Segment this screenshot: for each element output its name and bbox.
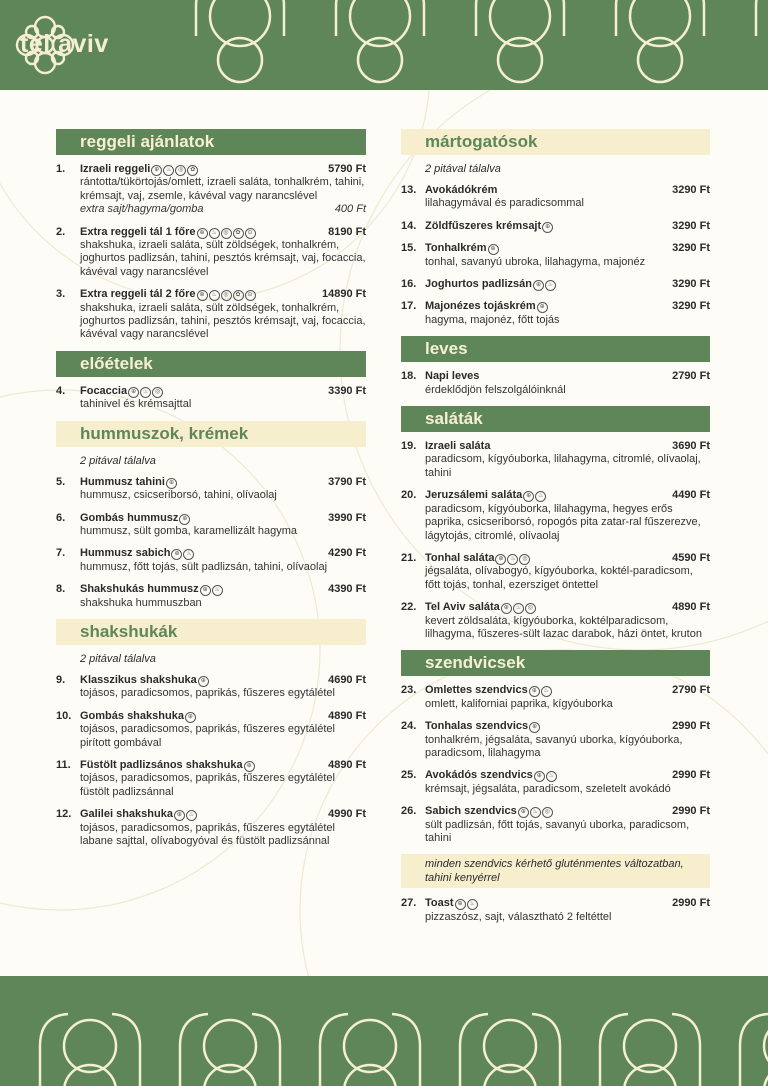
gluten-free-note: minden szendvics kérhető gluténmentes változatban, tahini kenyérrel [401, 854, 710, 888]
item-header [425, 489, 710, 502]
item-body [425, 552, 710, 592]
item-body [425, 278, 710, 291]
item-number: 27. [401, 897, 417, 910]
dietary-icon: ⊕ [529, 686, 540, 697]
menu-item [56, 674, 366, 701]
item-description: paradicsom, kígyóuborka, lilahagyma, hegyes erős paprika, csicseriborsó, ropogós pita zatar-ral fűszerezve, lágytojás, citromlé, olívaolaj [425, 502, 701, 542]
menu-item [401, 278, 710, 291]
menu-item [56, 512, 366, 539]
item-price: 2790 Ft [672, 370, 710, 383]
item-title [425, 370, 479, 383]
extra-label: extra sajt/hagyma/gomba [80, 203, 204, 216]
item-title [80, 583, 223, 596]
dietary-icon: ♨ [212, 585, 223, 596]
item-description: hummusz, csicseriborsó, tahini, olívaolaj [80, 489, 277, 502]
item-number: 5. [56, 475, 66, 488]
item-number: 3. [56, 288, 66, 301]
dietary-icon: ♨ [163, 165, 174, 176]
item-body [425, 220, 710, 233]
menu-item [56, 288, 366, 342]
item-name: Shakshukás hummusz [80, 583, 199, 596]
dietary-icon: ⊕ [198, 676, 209, 687]
item-name: Izraeli saláta [425, 440, 491, 453]
item-name: Majonézes tojáskrém [425, 300, 536, 313]
item-description: kevert zöldsaláta, kígyóuborka, koktélparadicsom, lilhagyma, fűszeres-sült lazac darabok, házi öntet, kruton [425, 614, 702, 640]
dietary-icon: ✿ [187, 165, 198, 176]
item-name: Extra reggeli tál 2 főre [80, 288, 196, 301]
item-title [425, 300, 548, 313]
item-title [80, 547, 194, 560]
item-title [425, 897, 478, 910]
item-name: Hummusz tahini [80, 475, 165, 488]
dietary-icon: ◎ [221, 228, 232, 239]
dietary-icon: ⊕ [542, 222, 553, 233]
item-description: tojásos, paradicsomos, paprikás, fűszeres egytálétel [80, 687, 335, 700]
item-number: 11. [56, 758, 71, 771]
dietary-icon: ⊕ [455, 899, 466, 910]
item-name: Omlettes szendvics [425, 684, 528, 697]
item-title [80, 808, 197, 821]
dietary-icon: ⊕ [185, 712, 196, 723]
dietary-icon: ◎ [542, 807, 553, 818]
item-body [425, 805, 710, 845]
item-title [80, 476, 177, 489]
item-title [80, 226, 256, 239]
item-price: 2990 Ft [672, 720, 710, 733]
item-header [80, 710, 366, 723]
dietary-icon: ⊕ [166, 478, 177, 489]
section-heading-hummuszok: hummuszok, krémek [56, 421, 366, 447]
item-name: Jeruzsálemi saláta [425, 489, 523, 502]
dietary-icon: ◎ [519, 554, 530, 565]
item-price: 3690 Ft [672, 440, 710, 453]
dietary-icon: ✿ [233, 228, 244, 239]
item-description: omlett, kaliforniai paprika, kígyóuborka [425, 697, 613, 710]
item-description: tahinivel és krémsajttal [80, 398, 192, 411]
item-price: 3290 Ft [672, 278, 710, 291]
item-number: 25. [401, 769, 417, 782]
item-description: shakshuka, izraeli saláta, sült zöldségek, tonhalkrém, joghurtos padlizsán, tahini, pesztós krémsajt, vaj, focaccia, kávéval vagy narancslével [80, 239, 366, 278]
item-header [425, 440, 710, 453]
item-description: pizzaszósz, sajt, választható 2 feltéttel [425, 910, 612, 923]
menu-item [56, 759, 366, 799]
item-number: 2. [56, 225, 66, 238]
item-body [80, 385, 366, 412]
item-header [425, 220, 710, 233]
item-header [425, 370, 710, 383]
item-header [80, 674, 366, 687]
section-heading-reggeli: reggeli ajánlatok [56, 129, 366, 155]
item-price: 4690 Ft [328, 673, 366, 686]
item-body [80, 163, 366, 217]
item-name: Tonhalkrém [425, 242, 487, 255]
item-description: rántotta/tükörtojás/omlett, izraeli saláta, tonhalkrém, tahini, krémsajt, vaj, zsemle, kávéval vagy narancslével [80, 176, 365, 202]
item-body [425, 242, 710, 269]
item-body [80, 547, 366, 574]
dietary-icon: ♨ [507, 554, 518, 565]
item-description: hummusz, főtt tojás, sült padlizsán, tahini, olívaolaj [80, 560, 328, 573]
dietary-icon: ♨ [209, 290, 220, 301]
brand-name: tel aviv [20, 29, 109, 58]
item-header [80, 583, 366, 596]
item-title [425, 769, 557, 782]
section-heading-martogatosok: mártogatósok [401, 129, 710, 155]
item-header [80, 547, 366, 560]
item-name: Avokádókrém [425, 184, 498, 196]
item-number: 19. [401, 440, 417, 453]
item-header [80, 759, 366, 772]
item-header [80, 163, 366, 176]
item-name: Napi leves [425, 370, 480, 383]
item-description: krémsajt, jégsaláta, paradicsom, szeletelt avokádó [425, 782, 671, 795]
item-header [80, 808, 366, 821]
item-number: 6. [56, 511, 66, 524]
item-price: 8190 Ft [328, 225, 366, 238]
item-price: 2790 Ft [672, 684, 710, 697]
item-body [80, 674, 366, 701]
footer-band [0, 976, 768, 1086]
item-price: 3990 Ft [328, 511, 366, 524]
item-body [425, 370, 710, 397]
dietary-icon: ◎ [152, 387, 163, 398]
brand-logo [14, 14, 109, 74]
item-description: hagyma, majonéz, főtt tojás [425, 313, 560, 326]
item-body [80, 288, 366, 342]
item-number: 20. [401, 489, 417, 502]
item-title [425, 552, 530, 565]
dietary-icon: ✿ [233, 290, 244, 301]
item-name: Focaccia [80, 384, 128, 397]
menu-column-left [56, 129, 366, 857]
dietary-icon: ⊕ [537, 302, 548, 313]
item-header [425, 805, 710, 818]
menu-item [401, 601, 710, 641]
item-header [80, 385, 366, 398]
item-number: 23. [401, 684, 417, 697]
dietary-icon: ♨ [183, 549, 194, 560]
section-heading-shakshukak: shakshukák [56, 619, 366, 645]
item-price: 2990 Ft [672, 769, 710, 782]
item-price: 3390 Ft [328, 384, 366, 397]
header-pattern [0, 0, 768, 90]
item-title [80, 163, 198, 176]
item-description: tojásos, paradicsomos, paprikás, fűszeres egytálétel labane sajttal, olívabogyóval és füstölt padlizsánnal [80, 821, 335, 847]
item-header [80, 476, 366, 489]
item-description: tonhalkrém, jégsaláta, savanyú uborka, kígyóuborka, paradicsom, lilahagyma [425, 733, 683, 759]
item-body [80, 808, 366, 848]
item-number: 4. [56, 384, 66, 397]
menu-item [401, 897, 710, 924]
item-body [80, 512, 366, 539]
item-name: Toast [425, 897, 454, 910]
item-header [80, 226, 366, 239]
menu-item [401, 184, 710, 211]
dietary-icon: ◎ [175, 165, 186, 176]
dietary-icon: ♨ [186, 810, 197, 821]
dietary-icon: ⊕ [523, 491, 534, 502]
item-title [425, 601, 536, 614]
item-description: tojásos, paradicsomos, paprikás, fűszeres egytálétel füstölt padlizsánnal [80, 772, 335, 798]
item-body [425, 720, 710, 760]
item-number: 16. [401, 278, 417, 291]
item-description: paradicsom, kígyóuborka, lilahagyma, citromlé, olívaolaj, tahini [425, 453, 701, 479]
menu-item [401, 242, 710, 269]
item-price: 3290 Ft [672, 300, 710, 313]
item-price: 4990 Ft [328, 808, 366, 821]
item-name: Tel Aviv saláta [425, 601, 500, 614]
dietary-icon: ⊕ [529, 722, 540, 733]
menu-item [401, 370, 710, 397]
menu-item [56, 226, 366, 280]
item-title [425, 805, 553, 818]
extra-price: 400 Ft [334, 203, 366, 216]
item-body [425, 489, 710, 543]
item-header [80, 512, 366, 525]
item-title [80, 674, 209, 687]
menu-item [56, 808, 366, 848]
item-header [425, 184, 710, 197]
dietary-icon: ♨ [467, 899, 478, 910]
dietary-icon: ⊕ [244, 761, 255, 772]
item-price: 14890 Ft [321, 288, 366, 301]
logo-flower-icon [14, 14, 76, 76]
menu-item [401, 552, 710, 592]
item-body [425, 184, 710, 211]
item-body [425, 601, 710, 641]
item-price: 4390 Ft [328, 583, 366, 596]
menu-item [401, 769, 710, 796]
item-number: 14. [401, 219, 417, 232]
dietary-icon: ⊕ [518, 807, 529, 818]
item-title [425, 278, 556, 291]
item-title [425, 220, 553, 233]
item-header [425, 552, 710, 565]
menu-item [401, 440, 710, 480]
item-number: 15. [401, 242, 417, 255]
item-title [80, 710, 196, 723]
section-heading-salatak: saláták [401, 406, 710, 432]
serving-note: 2 pitával tálalva [425, 163, 501, 175]
item-name: Klasszikus shakshuka [80, 673, 197, 686]
menu-item [56, 476, 366, 503]
item-description: shakshuka hummuszban [80, 596, 202, 609]
menu-item [56, 710, 366, 750]
menu-column-right [401, 129, 710, 933]
item-title [80, 759, 255, 772]
item-description: érdeklődjön felszolgálóinknál [425, 383, 566, 396]
item-body [80, 710, 366, 750]
item-price: 2990 Ft [672, 805, 710, 818]
item-description: sült padlizsán, főtt tojás, savanyú uborka, paradicsom, tahini [425, 818, 690, 844]
dietary-icon: ⊕ [197, 228, 208, 239]
dietary-icon: ♨ [140, 387, 151, 398]
item-number: 21. [401, 551, 417, 564]
item-header [425, 684, 710, 697]
item-header [80, 288, 366, 301]
item-description: jégsaláta, olívabogyó, kígyóuborka, koktél-paradicsom, főtt tojás, tonhal, ezersziget öntettel [425, 565, 693, 591]
item-body [425, 897, 710, 924]
item-description: tojásos, paradicsomos, paprikás, fűszeres egytálétel pirított gombával [80, 723, 335, 749]
item-title [425, 489, 546, 502]
item-number: 17. [401, 300, 417, 313]
item-description: hummusz, sült gomba, karamellizált hagyma [80, 524, 298, 537]
item-header [425, 720, 710, 733]
serving-note: 2 pitával tálalva [80, 652, 156, 665]
dietary-icon: ⊕ [501, 603, 512, 614]
dietary-icon: ⊙ [245, 290, 256, 301]
item-price: 3290 Ft [672, 184, 710, 196]
dietary-icon: ⊕ [488, 244, 499, 255]
dietary-icon: ⊕ [171, 549, 182, 560]
item-name: Hummusz sabich [80, 547, 171, 560]
item-header [425, 601, 710, 614]
dietary-icon: ♨ [546, 771, 557, 782]
item-price: 2990 Ft [672, 897, 710, 910]
item-name: Sabich szendvics [425, 805, 517, 818]
dietary-icon: ⊕ [197, 290, 208, 301]
dietary-icon: ⊕ [200, 585, 211, 596]
item-number: 24. [401, 720, 417, 733]
item-body [425, 300, 710, 327]
item-description: shakshuka, izraeli saláta, sült zöldségek, tonhalkrém, joghurtos padlizsán, tahini, pesztós krémsajt, vaj, focaccia, kávéval vagy narancslével [80, 301, 366, 341]
dietary-icon: ⊕ [534, 771, 545, 782]
item-title [80, 288, 256, 301]
dietary-icon: ⊙ [245, 228, 256, 239]
item-name: Avokádós szendvics [425, 769, 533, 782]
dietary-icon: ⊕ [174, 810, 185, 821]
item-price: 3290 Ft [672, 219, 710, 232]
item-number: 8. [56, 583, 66, 596]
item-price: 4890 Ft [328, 709, 366, 722]
item-description: tonhal, savanyú ubroka, lilahagyma, majonéz [425, 255, 646, 268]
item-header [425, 300, 710, 313]
dietary-icon: ♨ [545, 280, 556, 291]
item-body [80, 476, 366, 503]
menu-item [401, 300, 710, 327]
item-number: 18. [401, 370, 417, 383]
item-description: lilahagymával és paradicsommal [425, 197, 584, 210]
item-body [425, 440, 710, 480]
item-number: 13. [401, 184, 417, 196]
menu-item [401, 805, 710, 845]
item-extra [80, 203, 366, 216]
dietary-icon: ◎ [525, 603, 536, 614]
item-title [425, 242, 499, 255]
menu-item [56, 163, 366, 217]
item-title [425, 440, 490, 453]
item-number: 26. [401, 805, 417, 818]
item-price: 4890 Ft [328, 758, 366, 771]
dietary-icon: ⊕ [495, 554, 506, 565]
item-title [425, 184, 497, 197]
item-name: Zöldfűszeres krémsajt [425, 219, 542, 232]
item-price: 4590 Ft [672, 551, 710, 564]
menu-item [401, 720, 710, 760]
item-title [425, 684, 552, 697]
menu-item [401, 684, 710, 711]
dietary-icon: ⊕ [151, 165, 162, 176]
item-header [425, 769, 710, 782]
dietary-icon: ♨ [530, 807, 541, 818]
item-number: 10. [56, 709, 72, 722]
menu-item [56, 583, 366, 610]
item-number: 1. [56, 163, 66, 175]
dietary-icon: ♨ [209, 228, 220, 239]
dietary-icon: ♨ [513, 603, 524, 614]
item-price: 4290 Ft [328, 547, 366, 560]
item-name: Tonhalas szendvics [425, 720, 529, 733]
dietary-icon: ⊕ [179, 514, 190, 525]
item-header [425, 897, 710, 910]
item-number: 22. [401, 601, 417, 614]
item-body [425, 769, 710, 796]
item-title [425, 720, 540, 733]
item-body [425, 684, 710, 711]
item-title [80, 512, 190, 525]
item-name: Galilei shakshuka [80, 808, 173, 821]
item-price: 3290 Ft [672, 242, 710, 255]
item-number: 7. [56, 547, 66, 560]
item-header [425, 278, 710, 291]
serving-note: 2 pitával tálalva [80, 454, 156, 467]
item-price: 5790 Ft [328, 163, 366, 175]
item-body [80, 583, 366, 610]
item-price: 3790 Ft [328, 475, 366, 488]
item-number: 12. [56, 808, 72, 821]
item-name: Izraeli reggeli [80, 163, 151, 175]
item-price: 4490 Ft [672, 489, 710, 502]
dietary-icon: ♨ [535, 491, 546, 502]
dietary-icon: ♨ [541, 686, 552, 697]
footer-pattern [0, 976, 768, 1086]
dietary-icon: ⊕ [533, 280, 544, 291]
section-heading-eloetelek: előételek [56, 351, 366, 377]
menu-item [56, 385, 366, 412]
item-price: 4890 Ft [672, 601, 710, 614]
header-band [0, 0, 768, 90]
menu-item [401, 220, 710, 233]
item-name: Gombás hummusz [80, 511, 179, 524]
item-body [80, 226, 366, 280]
section-heading-leves: leves [401, 336, 710, 362]
item-name: Tonhal saláta [425, 551, 495, 564]
item-name: Joghurtos padlizsán [425, 278, 532, 291]
dietary-icon: ◎ [221, 290, 232, 301]
item-title [80, 385, 163, 398]
item-header [425, 242, 710, 255]
item-name: Gombás shakshuka [80, 709, 184, 722]
section-heading-szendvicsek: szendvicsek [401, 650, 710, 676]
item-name: Füstölt padlizsános shakshuka [80, 758, 243, 771]
dietary-icon: ⊕ [128, 387, 139, 398]
item-body [80, 759, 366, 799]
item-number: 9. [56, 673, 66, 686]
item-name: Extra reggeli tál 1 főre [80, 225, 196, 238]
menu-item [401, 489, 710, 543]
menu-item [56, 547, 366, 574]
